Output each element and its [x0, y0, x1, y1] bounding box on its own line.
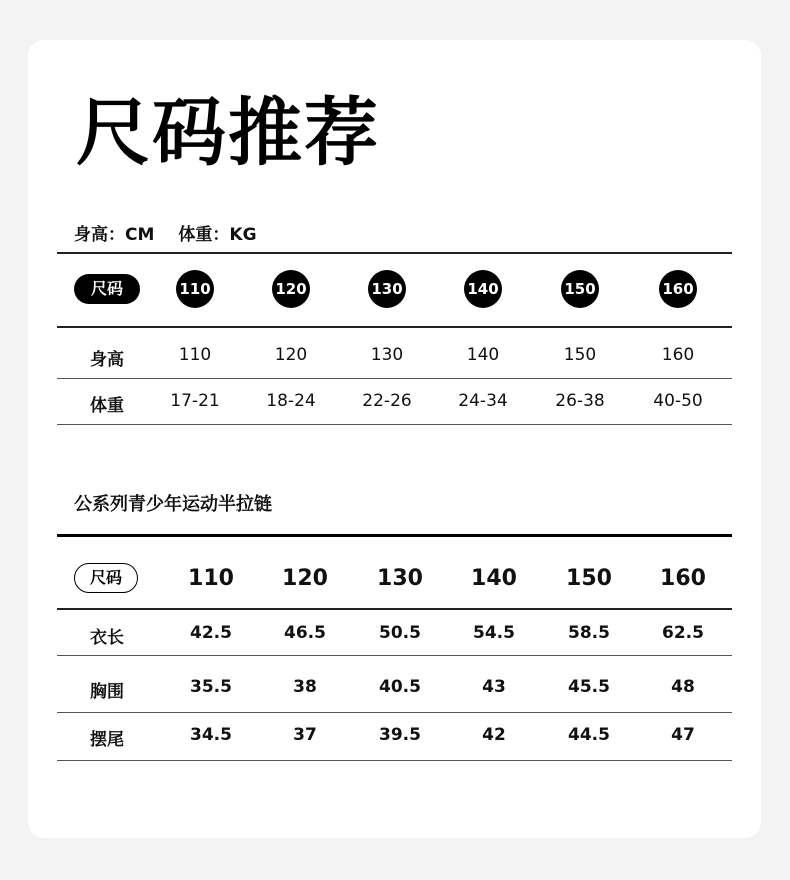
table1-top-rule [57, 252, 732, 254]
row-label-chest: 胸围 [90, 682, 124, 702]
table-cell: 42 [482, 725, 506, 745]
size-badge: 160 [659, 270, 697, 308]
table2-header-rule [57, 608, 732, 610]
table-cell: 17-21 [170, 391, 220, 411]
table-cell: 18-24 [266, 391, 316, 411]
row-label-hem: 摆尾 [90, 730, 124, 750]
table-cell: 34.5 [190, 725, 232, 745]
table-cell: 48 [671, 677, 695, 697]
size-header: 110 [188, 566, 234, 591]
table2-size-label: 尺码 [74, 563, 138, 593]
table1-size-label: 尺码 [74, 274, 140, 304]
size-header: 150 [566, 566, 612, 591]
row-label-length: 衣长 [90, 628, 124, 648]
size-header: 130 [377, 566, 423, 591]
table-cell: 160 [661, 345, 695, 365]
table-cell: 43 [482, 677, 506, 697]
size-badge: 120 [272, 270, 310, 308]
size-header: 160 [660, 566, 706, 591]
table-cell: 40.5 [379, 677, 421, 697]
size-badge: 130 [368, 270, 406, 308]
height-unit: 身高：CM [74, 225, 155, 245]
table-cell: 35.5 [190, 677, 232, 697]
table-cell: 47 [671, 725, 695, 745]
size-badge: 110 [176, 270, 214, 308]
table-cell: 26-38 [555, 391, 605, 411]
row-label-weight: 体重 [90, 396, 124, 416]
table-cell: 54.5 [473, 623, 515, 643]
table-cell: 37 [293, 725, 317, 745]
table2-top-rule [57, 534, 732, 537]
table2-bottom-rule [57, 760, 732, 761]
table-cell: 22-26 [362, 391, 412, 411]
table1-row-divider [57, 378, 732, 379]
table-cell: 45.5 [568, 677, 610, 697]
table-cell: 130 [370, 345, 404, 365]
product-name: 公系列青少年运动半拉链 [74, 494, 272, 515]
table-cell: 58.5 [568, 623, 610, 643]
size-header: 140 [471, 566, 517, 591]
table-cell: 42.5 [190, 623, 232, 643]
table-cell: 24-34 [458, 391, 508, 411]
units-line [74, 220, 257, 245]
table-cell: 140 [466, 345, 500, 365]
table1-bottom-rule [57, 424, 732, 425]
size-badge: 150 [561, 270, 599, 308]
table-cell: 150 [563, 345, 597, 365]
table2-row-divider [57, 712, 732, 713]
table-cell: 120 [274, 345, 308, 365]
table-cell: 44.5 [568, 725, 610, 745]
size-badge: 140 [464, 270, 502, 308]
table-cell: 50.5 [379, 623, 421, 643]
table-cell: 38 [293, 677, 317, 697]
size-header: 120 [282, 566, 328, 591]
table-cell: 40-50 [653, 391, 703, 411]
table-cell: 46.5 [284, 623, 326, 643]
weight-unit: 体重：KG [178, 225, 257, 245]
row-label-height: 身高 [90, 350, 124, 370]
table-cell: 62.5 [662, 623, 704, 643]
table2-row-divider [57, 655, 732, 656]
table-cell: 39.5 [379, 725, 421, 745]
page-title: 尺码推荐 [76, 90, 380, 176]
table-cell: 110 [178, 345, 212, 365]
table1-header-rule [57, 326, 732, 328]
